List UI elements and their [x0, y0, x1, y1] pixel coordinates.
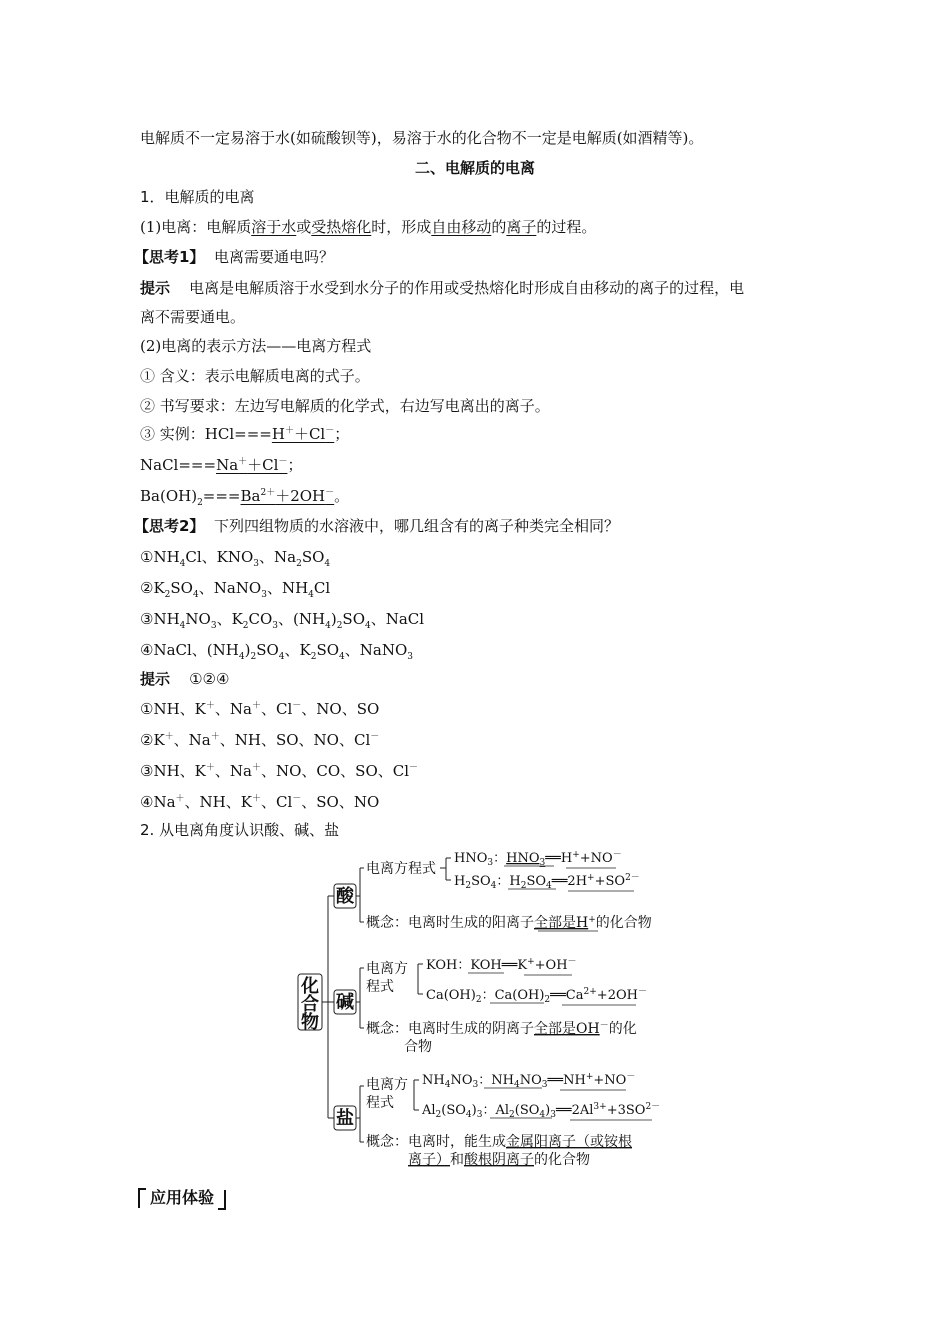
meaning-line: ① 含义：表示电解质电离的式子。 [140, 367, 370, 385]
root-char-3: 物 [301, 1012, 319, 1033]
intro-paragraph: 电解质不一定易溶于水(如硫酸钡等)，易溶于水的化合物不一定是电解质(如酒精等)。 [140, 129, 704, 147]
hint-1 [140, 278, 744, 298]
acid-concept: 概念：电离时生成的阳离子全部是H+的化合物 [366, 915, 652, 931]
base-eq-label-2: 程式 [366, 979, 394, 995]
ions-3: ③NH、K＋、Na＋、NO、CO、SO、Cl－ [140, 762, 419, 780]
think-2-label: 【思考2】 [134, 517, 205, 535]
salt-eq-al2so43: $Al_2(SO_4)_3$：$Al_2(SO_4)_3══2Al^{3+}+3SO^{2-}$ [422, 1102, 661, 1120]
root-char-2: 合 [301, 994, 319, 1015]
acid-eq-label: 电离方程式 [366, 861, 436, 877]
example-label: ③ 实例： [140, 425, 205, 443]
ions-4: ④Na＋、NH、K＋、Cl－、SO、NO [140, 793, 380, 811]
def-prefix: (1)电离：电解质 [140, 218, 252, 236]
expr-title: (2)电离的表示方法——电离方程式 [140, 337, 372, 355]
think-1-label: 【思考1】 [134, 248, 205, 266]
section-title: 二、电解质的电离 [414, 159, 535, 177]
group-1: $①NH_4Cl$、$KNO_3$、$Na_2SO_4$ [140, 548, 331, 569]
root-char-1: 化 [301, 976, 319, 997]
def-mid-3: 的 [491, 218, 507, 236]
bracket-left [138, 1188, 146, 1208]
heading-2: 2. 从电离角度认识酸、碱、盐 [140, 821, 340, 839]
base-concept-2: 合物 [404, 1039, 432, 1055]
acid-label: 酸 [336, 886, 354, 907]
def-blank-2: 受热熔化 [311, 218, 372, 236]
salt-eq-label-2: 程式 [366, 1095, 394, 1111]
base-eq-caoh2: $Ca(OH)_2$：$Ca(OH)_2══Ca^{2+}+2OH^-$ [426, 987, 647, 1005]
base-eq-koh: KOH：KOH══K++OH－ [426, 957, 577, 973]
definition-line [140, 217, 596, 237]
hint-2 [140, 669, 229, 689]
def-blank-3: 自由移动 [431, 218, 492, 236]
acid-eq-h2so4: $H_2SO_4$：$H_2SO_4══2H^++SO^{2-}$ [454, 873, 640, 891]
def-blank-1: 溶于水 [251, 218, 297, 236]
heading-1: 1．电解质的电离 [140, 188, 255, 206]
base-eq-label-1: 电离方 [366, 961, 408, 977]
def-suffix: 的过程。 [536, 218, 597, 236]
base-concept-1: 概念：电离时生成的阴离子全部是OH－的化 [366, 1021, 637, 1037]
salt-concept-2: 离子）和酸根阴离子的化合物 [408, 1152, 590, 1168]
example-nacl: NaCl===Na＋＋Cl－； [140, 456, 303, 474]
think-2-text: 下列四组物质的水溶液中，哪几组含有的离子种类完全相同？ [213, 517, 619, 535]
example-hcl: ③ 实例：HCl===H＋＋Cl－； [140, 425, 350, 443]
group-4: ④NaCl、$(NH_4)_2SO_4$、$K_2SO_4$、NaNO$_3$ [140, 641, 413, 662]
bracket-right [218, 1190, 226, 1210]
hint-2-answer: ①②④ [189, 670, 230, 688]
think-1 [134, 247, 334, 267]
hint-1-label: 提示 [140, 279, 171, 297]
hint-2-label: 提示 [140, 670, 171, 688]
hint-1-line-2: 离不需要通电。 [140, 308, 246, 326]
salt-label: 盐 [336, 1108, 354, 1129]
hint-1-line-1: 电离是电解质溶于水受到水分子的作用或受热熔化时形成自由移动的离子的过程，电 [189, 279, 745, 297]
def-blank-4: 离子 [506, 218, 537, 236]
salt-eq-label-1: 电离方 [366, 1077, 408, 1093]
base-label: 碱 [336, 992, 354, 1013]
salt-concept-1: 概念：电离时，能生成金属阳离子（或铵根 [366, 1134, 632, 1150]
example-baoh2: $Ba(OH)_2===Ba^{2+}+2OH^-$。 [140, 487, 350, 508]
rule-line: ② 书写要求：左边写电解质的化学式，右边写电离出的离子。 [140, 397, 550, 415]
salt-eq-nh4no3: $NH_4NO_3$：$NH_4NO_3══NH^++NO^-$ [422, 1072, 636, 1090]
group-2: $②K_2SO_4$、NaNO$_3$、$NH_4Cl$ [140, 579, 331, 600]
ions-2: ②K＋、Na＋、NH、SO、NO、Cl－ [140, 731, 380, 749]
concept-map [296, 846, 666, 1176]
def-mid-1: 或 [296, 218, 312, 236]
ions-1: ①NH、K＋、Na＋、Cl－、NO、SO [140, 700, 380, 718]
group-3: $③NH_4NO_3$、$K_2CO_3$、$(NH_4)_2SO_4$、NaCl [140, 610, 425, 631]
def-mid-2: 时，形成 [371, 218, 432, 236]
footer-title: 应用体验 [150, 1188, 215, 1207]
think-2 [134, 516, 619, 536]
think-1-text: 电离需要通电吗？ [213, 248, 334, 266]
acid-eq-hno3: $HNO_3$：$HNO_3══H^++NO^-$ [454, 850, 622, 868]
